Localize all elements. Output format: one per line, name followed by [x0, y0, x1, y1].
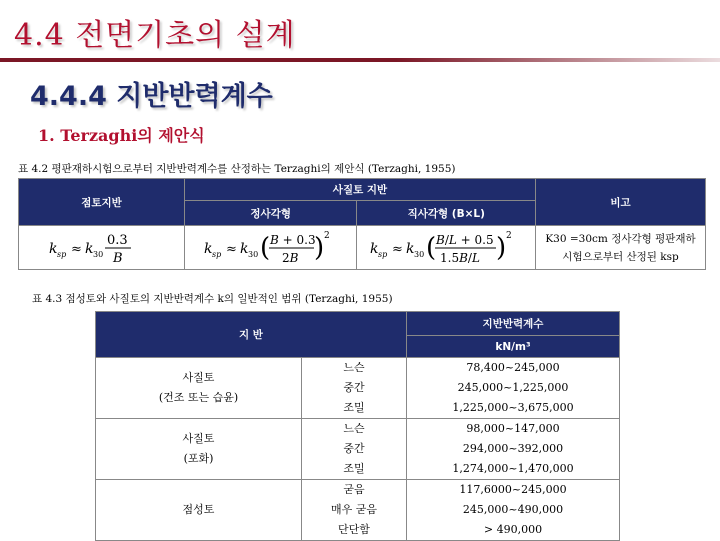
value-item: > 490,000: [483, 523, 543, 536]
svg-text:k: k: [203, 240, 213, 257]
ground-condition: (포화): [183, 452, 214, 465]
formula-square-graphic: [196, 228, 346, 268]
header-sand: 사질토 지반: [184, 179, 535, 201]
state-item: 매우 굳음: [330, 503, 377, 516]
ground-name: 점성토: [182, 503, 215, 516]
note-line-1: K30 =30cm 정사각형 평판재하: [545, 232, 696, 245]
svg-text:sp: sp: [211, 249, 221, 259]
header-rect: 직사각형 (B×L): [357, 201, 536, 226]
svg-text:k: k: [239, 240, 249, 257]
state-item: 중간: [343, 381, 365, 394]
svg-text:sp: sp: [57, 249, 67, 259]
ground-cell: [96, 419, 302, 480]
table2-caption: 표 4.3 점성토와 사질토의 지반반력계수 k의 일반적인 범위 (Terzaghi, 1955): [32, 293, 393, 305]
table1-caption: 표 4.2 평판재하시험으로부터 지반반력계수를 산정하는 Terzaghi의 제안식 (Terzaghi, 1955): [18, 163, 456, 175]
state-cell: [301, 419, 406, 480]
state-item: 조밀: [343, 462, 365, 475]
svg-text:(: (: [259, 232, 270, 263]
svg-text:1.5B/L: 1.5B/L: [440, 250, 481, 265]
svg-text:B/L + 0.5: B/L + 0.5: [436, 232, 494, 247]
svg-text:): ): [313, 232, 324, 263]
section-title: 4.4.4 지반반력계수: [30, 81, 273, 112]
formula-rect-graphic: [366, 228, 526, 268]
value-item: 1,274,000~1,470,000: [452, 462, 574, 475]
value-item: 98,000~147,000: [466, 422, 560, 435]
svg-text:k: k: [49, 240, 58, 257]
ground-condition: (건조 또는 습윤): [158, 391, 239, 404]
svg-text:): ): [496, 232, 507, 263]
state-item: 단단함: [338, 523, 370, 536]
note-line-2: 시험으로부터 산정된 ksp: [562, 250, 679, 263]
svg-text:30: 30: [414, 249, 425, 259]
ground-cell: [96, 358, 302, 419]
svg-text:2B: 2B: [281, 250, 299, 265]
value-item: 1,225,000~3,675,000: [452, 401, 574, 414]
svg-text:≈: ≈: [392, 241, 404, 257]
table-row: [96, 358, 620, 419]
value-item: 245,000~1,225,000: [457, 381, 569, 394]
svg-text:k: k: [406, 240, 415, 257]
slide-title: 4.4 전면기초의 설계: [14, 18, 296, 53]
state-cell: [301, 358, 406, 419]
header-unit: kN/m³: [406, 336, 619, 358]
value-cell: [406, 480, 619, 541]
value-item: 78,400~245,000: [466, 361, 560, 374]
svg-text:30: 30: [93, 249, 104, 259]
formula-square: [184, 226, 357, 270]
svg-text:k: k: [85, 240, 94, 257]
svg-text:2: 2: [323, 230, 330, 241]
terzaghi-formula-table: [18, 178, 706, 270]
note-cell: [536, 226, 706, 270]
table-row: [96, 480, 620, 541]
state-item: 굳음: [343, 483, 365, 496]
svg-text:B: B: [113, 250, 124, 266]
svg-text:30: 30: [247, 249, 258, 259]
svg-text:≈: ≈: [71, 241, 83, 257]
state-item: 조밀: [343, 401, 365, 414]
header-ground: 지 반: [96, 312, 407, 358]
svg-text:≈: ≈: [225, 241, 237, 257]
header-clay: 점토지반: [19, 179, 185, 226]
svg-text:B + 0.3: B + 0.3: [269, 232, 316, 247]
svg-text:(: (: [426, 232, 437, 263]
ground-name: 사질토: [182, 432, 215, 445]
svg-text:0.3: 0.3: [107, 232, 129, 248]
formula-rect: [357, 226, 536, 270]
ground-name: 사질토: [182, 371, 215, 384]
value-item: 245,000~490,000: [462, 503, 564, 516]
value-item: 117,6000~245,000: [459, 483, 567, 496]
ground-cell: [96, 480, 302, 541]
header-note: 비고: [536, 179, 706, 226]
value-cell: [406, 419, 619, 480]
svg-text:sp: sp: [378, 249, 388, 259]
value-cell: [406, 358, 619, 419]
title-divider: [0, 58, 720, 62]
formula-clay-graphic: [41, 228, 161, 268]
state-item: 느슨: [343, 361, 365, 374]
header-square: 정사각형: [184, 201, 357, 226]
header-coef: 지반반력계수: [406, 312, 619, 336]
state-item: 중간: [343, 442, 365, 455]
value-item: 294,000~392,000: [462, 442, 564, 455]
subsection-title: 1. Terzaghi의 제안식: [38, 126, 205, 145]
svg-text:k: k: [370, 240, 379, 257]
subgrade-reaction-table: [95, 311, 620, 541]
state-cell: [301, 480, 406, 541]
svg-text:2: 2: [506, 230, 512, 241]
table-row: [96, 419, 620, 480]
state-item: 느슨: [343, 422, 365, 435]
formula-clay: [19, 226, 185, 270]
